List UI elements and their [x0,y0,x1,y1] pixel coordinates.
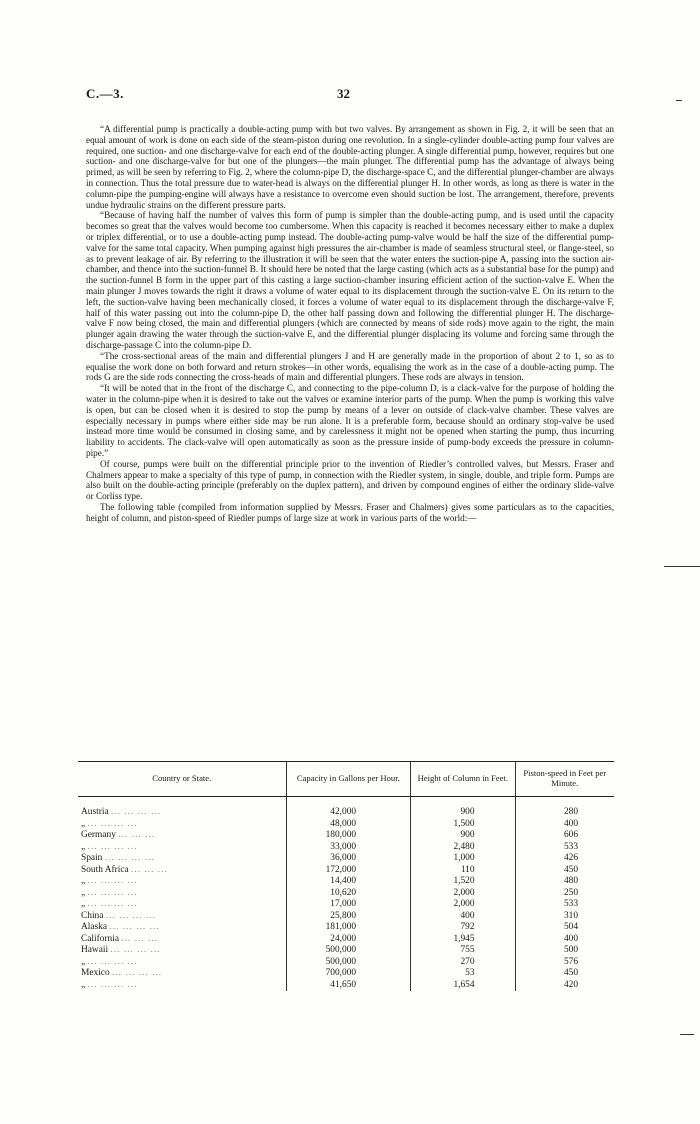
paragraph: “Because of having half the number of valves this form of pump is simpler than the double-acting pump, and is used until the capacity becomes so great that the valves would become too cumbersome. When this capacity is reached it becomes necessary either to make a duplex or triplex differential, or to use a double-acting pump instead. The double-acting pump-valve would be half the size of the differential pump-valve for the same total capacity. When pumping against high pressures the air-chamber is made of seamless structural steel, or flange-steel, so as to prevent leakage of air. By referring to the illustration it will be seen that the water enters the suction-pipe A, passing into the suction air-chamber, and thence into the suction-funnel B. It should here be noted that the large casting (which acts as a substantial base for the pump) and the suction-funnel B form in the upper part of this casting a large suction-chamber insuring efficient action of the suction-valve E. When the main plunger J moves towards the right it draws a volume of water equal to its displacement through the suction-valve E. On its return to the left, the suction-valve having been mechanically closed, it forces a volume of water equal to its displacement through the discharge-valve F, half of this water passing out into the column-pipe D, the other half passing down and following the differential plunger H. The discharge-valve F now being closed, the main and differential plungers (which are connected by means of side rods) move again to the right, the main plunger again drawing the water through the suction-valve E, and the differential plunger displacing its volume and forcing same through the discharge-passage C into the column-pipe D. [86,210,614,350]
table-row [78,865,614,877]
table-row [78,888,614,900]
country-name: Austria [81,807,109,817]
cell-height: 53 [411,968,515,980]
cell-capacity: 500,000 [286,945,411,957]
header-height: Height of Column in Feet. [411,762,515,797]
cell-height: 2,000 [411,899,515,911]
country-name: „ [81,979,86,990]
paragraph: Of course, pumps were built on the differential principle prior to the invention of Riedler’s controlled valves, but Messrs. Fraser and Chalmers appear to make a specialty of this type of pump, in connection with the Riedler system, in single, double, and triple form. Pumps are also built on the double-acting principle (preferably on the duplex pattern), and driven by compound engines of either the ordinary slide-valve or Corliss type. [86,458,614,502]
leader-dots: ... ... ... ... [111,968,163,978]
table-row [78,968,614,980]
cell-capacity: 33,000 [286,842,411,854]
country-name: China [81,910,104,921]
cell-country [78,888,286,900]
country-name: „ [81,818,86,829]
cell-capacity: 700,000 [286,968,411,980]
cell-country [78,853,286,865]
country-name: „ [81,876,86,886]
cell-height: 1,500 [411,819,515,831]
cell-capacity: 10,620 [286,888,411,900]
leader-dots: ... ... ... ... [87,876,138,886]
cell-height: 900 [411,830,515,842]
cell-country [78,899,286,911]
table-row [78,911,614,923]
cell-speed: 500 [515,945,614,957]
cell-speed: 480 [515,876,614,888]
table-row [78,819,614,831]
margin-mark [676,100,682,101]
cell-capacity: 48,000 [286,819,411,831]
leader-dots: ... ... ... [118,830,156,840]
cell-height: 900 [411,797,515,819]
table-row [78,934,614,946]
leader-dots: ... ... ... ... [87,887,138,898]
cell-height: 1,000 [411,853,515,865]
cell-country [78,865,286,877]
cell-country [78,819,286,831]
country-name: Germany [81,830,116,840]
cell-height: 1,654 [411,980,515,992]
cell-height: 792 [411,922,515,934]
table-row [78,957,614,969]
leader-dots: ... ... ... ... [110,945,161,955]
header-country: Country or State. [78,762,286,797]
cell-speed: 250 [515,888,614,900]
cell-country [78,842,286,854]
document-reference: C.—3. [86,86,124,101]
leader-dots: ... ... ... ... [109,922,160,932]
cell-height: 2,000 [411,888,515,900]
table-row [78,922,614,934]
paragraph: “It will be noted that in the front of the discharge C, and connecting to the pipe-column D, is a clack-valve for the purpose of holding the water in the column-pipe when it is desired to take out the valves or examine interior parts of the pump. When the pump is working this valve is open, but can be closed when it is desired to stop the pump by means of a lever on outside of clack-valve chamber. These valves are especially necessary in pumps where either side may be run alone. It is a preferable form, because should an ordinary stop-valve be used instead more time would be consumed in closing same, and by carelessness it might not be opened when starting the pump, thus incurring liability to accidents. The clack-valve will open automatically as soon as the pressure inside of pump-body exceeds the pressure in column-pipe.” [86,383,614,458]
cell-country [78,922,286,934]
cell-height: 1,520 [411,876,515,888]
cell-capacity: 14,400 [286,876,411,888]
cell-height: 1,945 [411,934,515,946]
table-row [78,980,614,992]
cell-country [78,934,286,946]
table-row [78,945,614,957]
leader-dots: ... ... ... ... [110,807,162,817]
cell-speed: 450 [515,968,614,980]
leader-dots: ... ... ... ... [104,853,155,863]
table-row [78,830,614,842]
leader-dots: ... ... ... ... [87,818,138,829]
country-name: Mexico [81,968,110,978]
cell-capacity: 181,000 [286,922,411,934]
body-text [86,124,614,523]
table-row [78,842,614,854]
cell-capacity: 172,000 [286,865,411,877]
cell-capacity: 25,800 [286,911,411,923]
cell-height: 2,480 [411,842,515,854]
cell-country [78,911,286,923]
cell-height: 110 [411,865,515,877]
leader-dots: ... ... ... [121,933,159,944]
cell-speed: 280 [515,797,614,819]
cell-speed: 504 [515,922,614,934]
country-name: Hawaii [81,945,109,955]
leader-dots: ... ... ... ... [87,841,138,852]
cell-speed: 576 [515,957,614,969]
margin-mark [680,1034,694,1035]
cell-speed: 400 [515,819,614,831]
leader-dots: ... ... ... [131,864,168,875]
leader-dots: ... ... ... ... [105,910,156,921]
cell-height: 400 [411,911,515,923]
table-row [78,876,614,888]
cell-country [78,797,286,819]
country-name: California [81,933,120,944]
header-capacity: Capacity in Gallons per Hour. [286,762,411,797]
cell-speed: 606 [515,830,614,842]
cell-country [78,980,286,992]
cell-speed: 450 [515,865,614,877]
country-name: „ [81,841,86,852]
leader-dots: ... ... ... ... [87,899,138,909]
cell-capacity: 24,000 [286,934,411,946]
cell-height: 755 [411,945,515,957]
table-header-row [78,762,614,797]
header-speed: Piston-speed in Feet per Minute. [515,762,614,797]
riedler-pumps-table [78,761,614,991]
paragraph: “The cross-sectional areas of the main and differential plungers J and H are generally made in the proportion of about 2 to 1, so as to equalise the work done on both forward and return strokes—in other words, equalising the work as in the case of a double-acting pump. The rods G are the side rods connecting the cross-heads of main and differential plungers. These rods are always in tension. [86,350,614,383]
table-row [78,899,614,911]
paragraph: “A differential pump is practically a double-acting pump with but two valves. By arrangement as shown in Fig. 2, it will be seen that an equal amount of work is done on each side of the steam-piston during one revolution. In a single-cylinder double-acting pump four valves are required, one suction- and one discharge-valve for each end of the double-acting plunger. A single differential pump, however, requires but one suction- and one discharge-valve for but one of the plungers—the main plunger. The differential pump has the advantage of always being primed, as will be seen by referring to Fig. 2, where the column-pipe D, the discharge-space C, and the differential plunger-chamber are always in connection. Thus the total pressure due to water-head is always on the differential plunger H. In other words, as long as there is water in the column-pipe the pumping-engine will always have a resistance to overcome even should suction be lost. The arrangement, therefore, prevents undue hydraulic strains on the different pressure parts. [86,124,614,210]
page-number: 32 [337,86,350,101]
margin-mark [664,566,700,567]
cell-capacity: 500,000 [286,957,411,969]
leader-dots: ... ... ... ... [87,956,138,967]
cell-speed: 426 [515,853,614,865]
table-row [78,797,614,819]
cell-speed: 420 [515,980,614,992]
country-name: „ [81,956,86,967]
cell-country [78,830,286,842]
cell-capacity: 42,000 [286,797,411,819]
cell-speed: 400 [515,934,614,946]
cell-country [78,968,286,980]
cell-country [78,876,286,888]
cell-capacity: 180,000 [286,830,411,842]
cell-capacity: 41,650 [286,980,411,992]
cell-country [78,957,286,969]
cell-height: 270 [411,957,515,969]
country-name: South Africa [81,864,129,875]
cell-country [78,945,286,957]
table-body [78,797,614,992]
cell-capacity: 17,000 [286,899,411,911]
country-name: „ [81,887,86,898]
paragraph: The following table (compiled from information supplied by Messrs. Fraser and Chalmers) gives some particulars as to the capacities, height of column, and piston-speed of Riedler pumps of large size at work in various parts of the world:— [86,501,614,523]
cell-speed: 310 [515,911,614,923]
country-name: Spain [81,853,103,863]
cell-speed: 533 [515,842,614,854]
table-row [78,853,614,865]
country-name: Alaska [81,922,108,932]
country-name: „ [81,899,86,909]
cell-speed: 533 [515,899,614,911]
leader-dots: ... ... ... ... [87,979,138,990]
cell-capacity: 36,000 [286,853,411,865]
